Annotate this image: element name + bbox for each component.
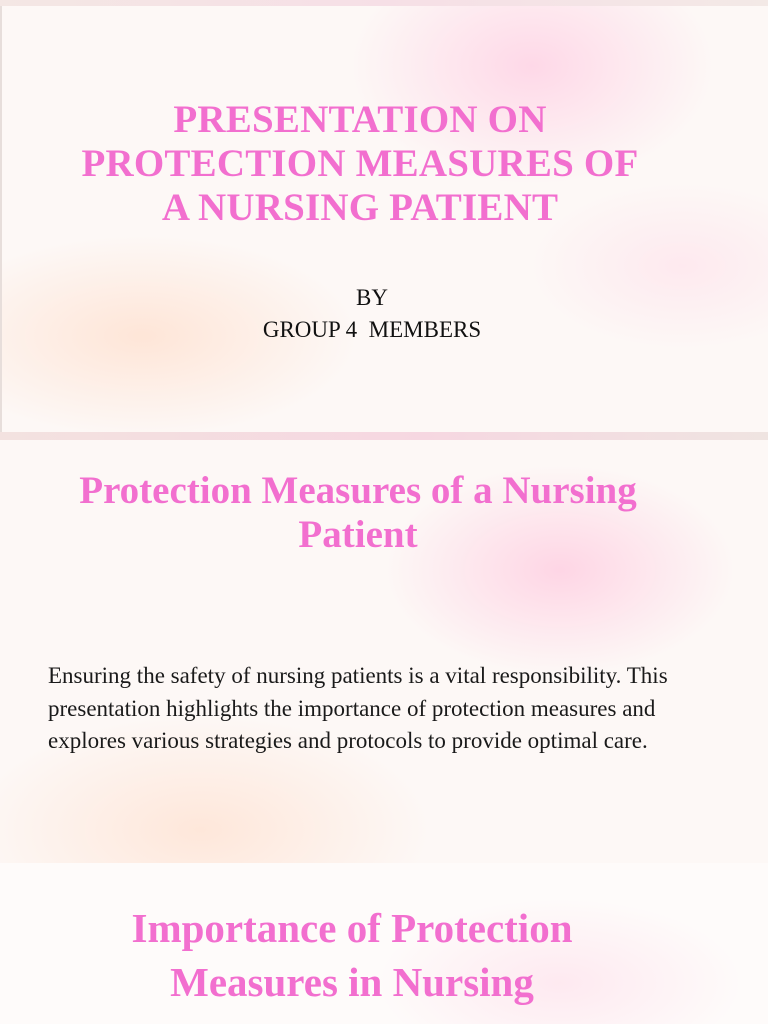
- slide-1-title: [32, 98, 688, 230]
- slide-1[interactable]: [0, 6, 768, 432]
- slide-2[interactable]: [0, 440, 768, 863]
- slide-separator: [0, 432, 768, 440]
- slide-3[interactable]: [0, 863, 768, 1024]
- byline-by: BY: [356, 285, 388, 310]
- byline-group: GROUP 4 MEMBERS: [262, 317, 482, 342]
- slide-3-title-line-2: Measures in Nursing: [170, 959, 534, 1005]
- slide-1-title-line-3: A NURSING PATIENT: [161, 186, 559, 229]
- slide-1-title-line-1: PRESENTATION ON: [173, 98, 547, 141]
- slide-1-byline: [172, 282, 572, 346]
- slide-2-title-line-2: Patient: [298, 513, 418, 556]
- slide-3-title: [30, 901, 674, 1009]
- slide-2-title: [30, 469, 686, 557]
- slide-2-title-line-1: Protection Measures of a Nursing: [79, 469, 637, 512]
- slide-2-body-text: Ensuring the safety of nursing patients is a vital responsibility. This presentation highlights the importance of protection measures and explores various strategies and protocols to provide optimal care.: [48, 663, 668, 753]
- slide-1-title-line-2: PROTECTION MEASURES OF: [81, 142, 639, 185]
- slide-3-title-line-1: Importance of Protection: [131, 905, 573, 951]
